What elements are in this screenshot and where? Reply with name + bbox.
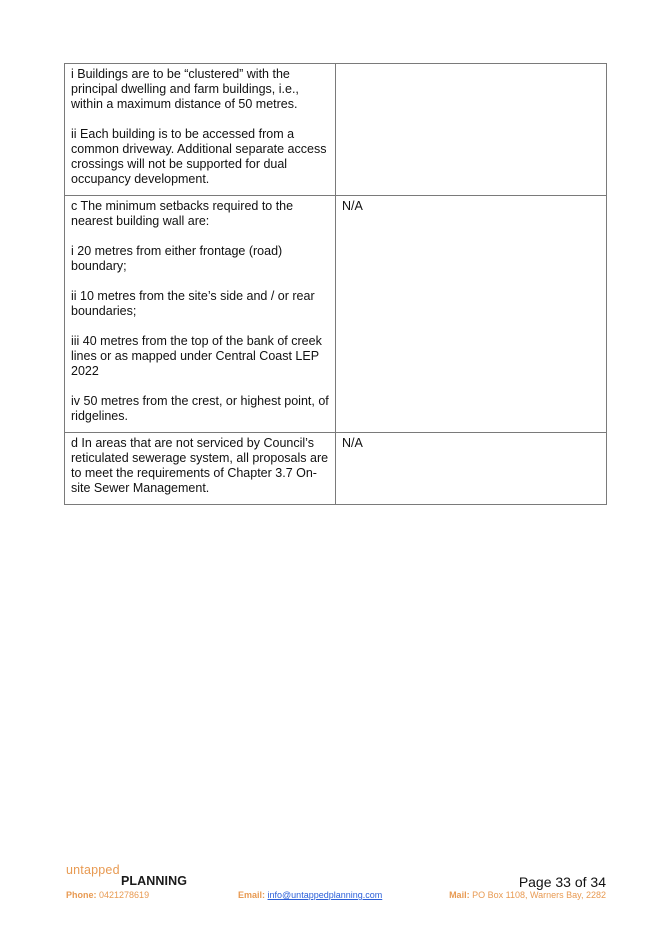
email-link[interactable]: info@untappedplanning.com — [267, 890, 383, 900]
response-cell — [336, 196, 607, 433]
logo-small-text: untapped — [66, 863, 120, 877]
requirement-text: ii 10 metres from the site’s side and / or rear boundaries; — [71, 289, 315, 318]
requirement-cell — [65, 433, 336, 505]
phone-value: 0421278619 — [99, 890, 150, 900]
table-row — [65, 196, 607, 433]
requirement-text: ii Each building is to be accessed from a common driveway. Additional separate access crossings will not be supported for dual occupancy development. — [71, 127, 327, 186]
response-text: N/A — [342, 199, 363, 213]
table-row — [65, 64, 607, 196]
phone-label: Phone: — [66, 890, 97, 900]
requirement-text: iv 50 metres from the crest, or highest point, of ridgelines. — [71, 394, 329, 423]
footer-email — [238, 890, 382, 900]
requirement-cell — [65, 196, 336, 433]
requirement-text: i 20 metres from either frontage (road) boundary; — [71, 244, 283, 273]
email-label: Email: — [238, 890, 266, 900]
response-text: N/A — [342, 436, 363, 450]
page-footer — [0, 860, 670, 920]
company-logo — [66, 863, 196, 889]
requirement-text: c The minimum setbacks required to the nearest building wall are: — [71, 199, 294, 228]
requirement-text: iii 40 metres from the top of the bank of creek lines or as mapped under Central Coast LEP 2022 — [71, 334, 322, 378]
requirement-cell — [65, 64, 336, 196]
table-row — [65, 433, 607, 505]
response-cell — [336, 64, 607, 196]
footer-phone — [66, 890, 149, 900]
response-cell — [336, 433, 607, 505]
mail-label: Mail: — [449, 890, 470, 900]
footer-mail — [449, 890, 606, 900]
logo-big-text: PLANNING — [121, 874, 188, 888]
compliance-table — [64, 63, 607, 505]
mail-value: PO Box 1108, Warners Bay, 2282 — [472, 890, 606, 900]
requirement-text: i Buildings are to be “clustered” with the principal dwelling and farm buildings, i.e., within a maximum distance of 50 metres. — [71, 67, 299, 111]
requirement-text: d In areas that are not serviced by Council’s reticulated sewerage system, all proposals are to meet the requirements of Chapter 3.7 On-site Sewer Management. — [71, 436, 329, 495]
page-number: Page 33 of 34 — [518, 874, 606, 890]
